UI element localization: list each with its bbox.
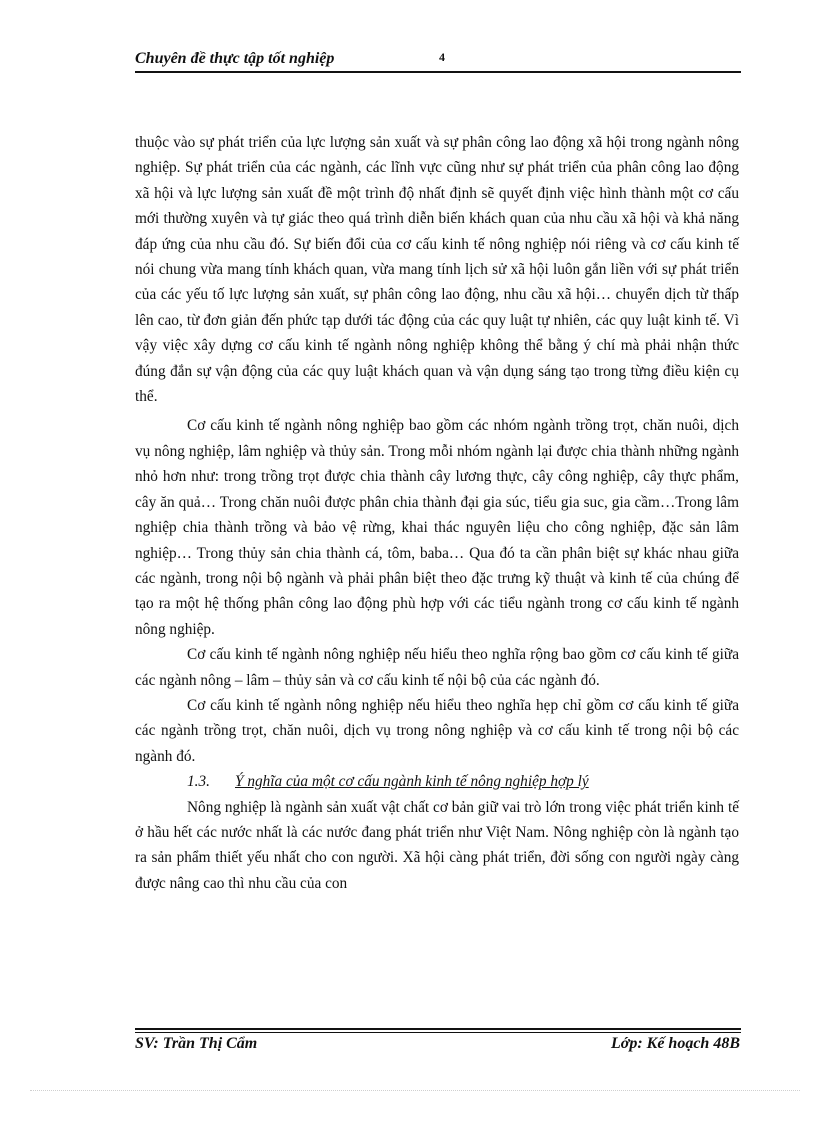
body-paragraph-5: Nông nghiệp là ngành sản xuất vật chất cơ bản giữ vai trò lớn trong việc phát triển kinh tế ở hầu hết các nước nhất là các nước đang phát triển như Việt Nam. Nông nghiệp còn là ngành tạo ra sản phẩm thiết yếu nhất cho con người. Xã hội càng phát triển, đời sống con người ngày càng được nâng cao thì nhu cầu của con	[135, 798, 739, 892]
page-boundary	[30, 1090, 800, 1091]
body-paragraph-4: Cơ cấu kinh tế ngành nông nghiệp nếu hiểu theo nghĩa hẹp chỉ gồm cơ cấu kinh tế giữa các ngành trồng trọt, chăn nuôi, dịch vụ trong nông nghiệp và cơ cấu kinh tế trong nội bộ các ngành đó.	[135, 696, 739, 765]
body-paragraph-2: Cơ cấu kinh tế ngành nông nghiệp bao gồm các nhóm ngành trồng trọt, chăn nuôi, dịch vụ nông nghiệp, lâm nghiệp và thủy sản. Trong mỗi nhóm ngành lại được chia thành những ngành nhỏ hơn như: trong trồng trọt được chia thành cây lương thực, cây công nghiệp, cây thực phẩm, cây ăn quả… Trong chăn nuôi được phân chia thành đại gia súc, tiểu gia suc, gia cầm…Trong lâm nghiệp chia thành trồng và bảo vệ rừng, khai thác nguyên liệu cho công nghiệp, đặc sản lâm nghiệp… Trong thủy sản chia thành cá, tôm, baba… Qua đó ta cần phân biệt sự khác nhau giữa các ngành, trong nội bộ ngành và phải phân biệt theo đặc trưng kỹ thuật và kinh tế của chúng để tạo ra một hệ thống phân công lao động phù hợp với các tiểu ngành trong cơ cấu kinh tế ngành nông nghiệp.	[135, 417, 739, 638]
body-paragraph-1: thuộc vào sự phát triển của lực lượng sản xuất và sự phân công lao động xã hội trong ngành nông nghiệp. Sự phát triển của các ngành, các lĩnh vực cũng như sự phát triển của phân công lao động xã hội và lực lượng sản xuất đề một trình độ nhất định sẽ quyết định việc hình thành một cơ cấu mới thường xuyên và tự giác theo quá trình diễn biến khách quan của nhu cầu xã hội và khả năng đáp ứng của nhu cầu đó. Sự biến đổi của cơ cấu kinh tế nông nghiệp nói riêng và cơ cấu kinh tế nói chung vừa mang tính khách quan, vừa mang tính lịch sử xã hội luôn gắn liền với sự phát triển của các yếu tố lực lượng sản xuất, sự phân công lao động, nhu cầu xã hội… chuyển dịch từ thấp lên cao, từ đơn giản đến phức tạp dưới tác động của các quy luật tự nhiên, các quy luật kinh tế. Vì vậy việc xây dựng cơ cấu kinh tế ngành nông nghiệp không thể bằng ý chí mà phải nhận thức đúng đắn sự vận động của các quy luật khách quan và vận dụng sáng tạo trong từng điều kiện cụ thể.	[135, 134, 739, 406]
document-title: Chuyên đề thực tập tốt nghiệp	[135, 50, 335, 67]
body-paragraph-3: Cơ cấu kinh tế ngành nông nghiệp nếu hiểu theo nghĩa rộng bao gồm cơ cấu kinh tế giữa các ngành nông – lâm – thủy sản và cơ cấu kinh tế nội bộ của các ngành đó.	[135, 646, 739, 689]
footer-student-name: SV: Trần Thị Cẩm	[135, 1035, 258, 1052]
section-number: 1.3.	[187, 773, 210, 791]
document-body	[135, 130, 739, 896]
section-heading	[135, 769, 739, 794]
page-number: 4	[439, 50, 445, 64]
header-divider	[135, 71, 741, 73]
footer-divider-thin	[135, 1032, 741, 1033]
footer-divider-thick	[135, 1028, 741, 1030]
section-title: Ý nghĩa của một cơ cấu ngành kinh tế nông nghiệp hợp lý	[235, 773, 589, 791]
footer-class-name: Lớp: Kế hoạch 48B	[610, 1035, 740, 1052]
page-header	[135, 48, 741, 70]
